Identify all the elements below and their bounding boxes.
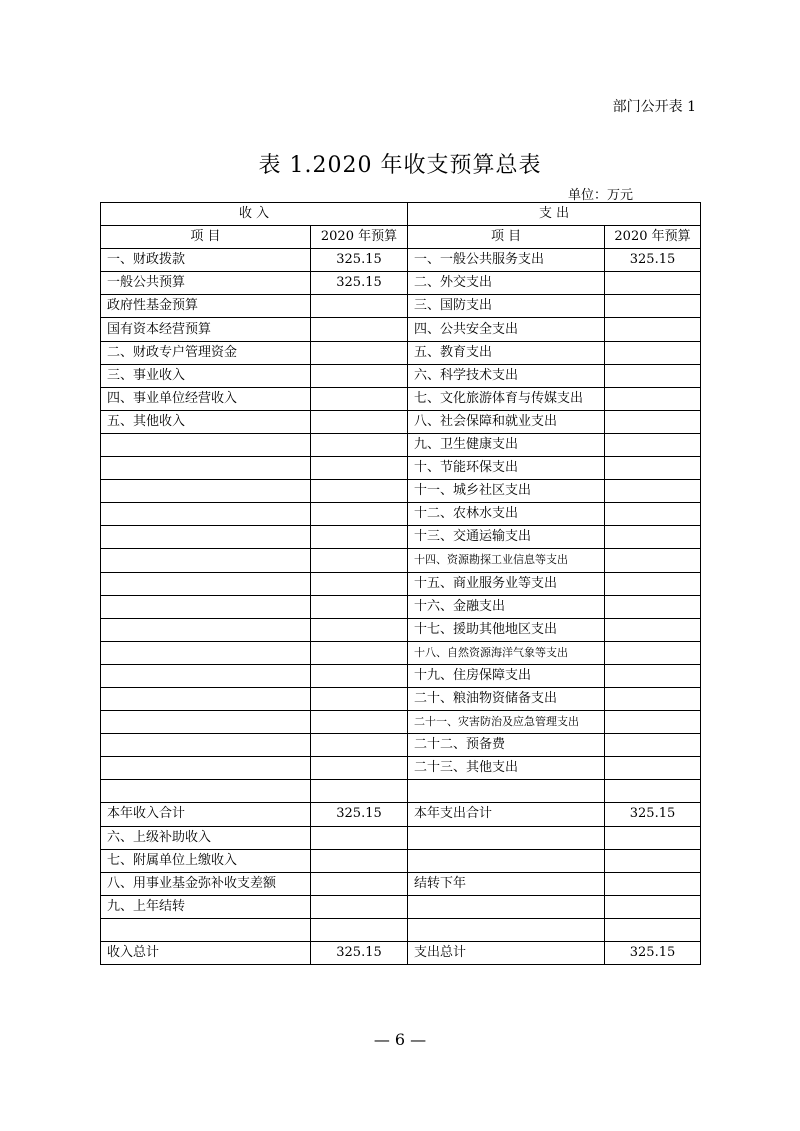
table-row — [101, 641, 701, 664]
income-amount-cell — [311, 664, 408, 687]
expense-amount-cell — [605, 364, 701, 387]
expense-item-cell: 二十一、灾害防治及应急管理支出 — [408, 711, 605, 734]
expense-amount-cell — [605, 872, 701, 895]
table-row — [101, 341, 701, 364]
expense-item-cell: 四、公共安全支出 — [408, 318, 605, 341]
table-row — [101, 664, 701, 687]
expense-item-cell: 结转下年 — [408, 872, 605, 895]
table-row — [101, 364, 701, 387]
income-amount-cell — [311, 341, 408, 364]
income-amount-cell — [311, 872, 408, 895]
income-amount-cell: 325.15 — [311, 803, 408, 826]
income-amount-cell — [311, 734, 408, 757]
table-row — [101, 249, 701, 272]
income-item-cell — [101, 433, 311, 456]
expense-item-cell: 二、外交支出 — [408, 272, 605, 295]
income-item-cell: 八、用事业基金弥补收支差额 — [101, 872, 311, 895]
expense-item-cell: 二十二、预备费 — [408, 734, 605, 757]
income-item-cell — [101, 664, 311, 687]
income-item-cell — [101, 687, 311, 710]
income-item-cell: 七、附属单位上缴收入 — [101, 849, 311, 872]
income-item-cell: 政府性基金预算 — [101, 295, 311, 318]
expense-amount-cell — [605, 757, 701, 780]
expense-item-cell: 二十三、其他支出 — [408, 757, 605, 780]
expense-amount-cell — [605, 480, 701, 503]
page-number: — 6 — — [373, 1030, 427, 1049]
expense-amount-cell — [605, 895, 701, 918]
table-row — [101, 526, 701, 549]
expense-amount-cell — [605, 549, 701, 572]
expense-amount-header: 2020 年预算 — [605, 226, 701, 249]
income-item-cell — [101, 503, 311, 526]
expense-section-header: 支 出 — [408, 203, 701, 226]
income-amount-cell — [311, 410, 408, 433]
income-item-cell: 二、财政专户管理资金 — [101, 341, 311, 364]
page-title: 表 1.2020 年收支预算总表 — [258, 153, 542, 178]
expense-amount-cell — [605, 526, 701, 549]
table-row — [101, 803, 701, 826]
expense-item-cell: 十、节能环保支出 — [408, 457, 605, 480]
column-header-row — [101, 226, 701, 249]
expense-amount-cell — [605, 734, 701, 757]
income-item-cell — [101, 618, 311, 641]
table-row — [101, 895, 701, 918]
expense-item-header: 项 目 — [408, 226, 605, 249]
expense-item-cell: 一、一般公共服务支出 — [408, 249, 605, 272]
expense-item-cell: 五、教育支出 — [408, 341, 605, 364]
expense-item-cell — [408, 895, 605, 918]
table-row — [101, 872, 701, 895]
income-item-cell: 收入总计 — [101, 942, 311, 965]
expense-amount-cell — [605, 572, 701, 595]
expense-item-cell: 七、文化旅游体育与传媒支出 — [408, 387, 605, 410]
income-amount-cell — [311, 572, 408, 595]
income-item-cell: 五、其他收入 — [101, 410, 311, 433]
expense-item-cell — [408, 780, 605, 803]
expense-amount-cell — [605, 433, 701, 456]
expense-item-cell: 十一、城乡社区支出 — [408, 480, 605, 503]
expense-item-cell: 六、科学技术支出 — [408, 364, 605, 387]
income-amount-cell — [311, 503, 408, 526]
section-header-row — [101, 203, 701, 226]
income-amount-cell — [311, 595, 408, 618]
expense-item-cell: 十五、商业服务业等支出 — [408, 572, 605, 595]
expense-amount-cell — [605, 849, 701, 872]
table-row — [101, 272, 701, 295]
expense-item-cell: 十七、援助其他地区支出 — [408, 618, 605, 641]
expense-item-cell — [408, 826, 605, 849]
expense-amount-cell: 325.15 — [605, 942, 701, 965]
budget-table-body — [101, 203, 701, 965]
income-item-cell: 三、事业收入 — [101, 364, 311, 387]
expense-amount-cell — [605, 272, 701, 295]
expense-item-cell: 十六、金融支出 — [408, 595, 605, 618]
income-amount-cell: 325.15 — [311, 249, 408, 272]
expense-item-cell: 八、社会保障和就业支出 — [408, 410, 605, 433]
expense-item-cell — [408, 849, 605, 872]
income-amount-cell — [311, 433, 408, 456]
table-row — [101, 826, 701, 849]
expense-amount-cell: 325.15 — [605, 803, 701, 826]
expense-amount-cell — [605, 341, 701, 364]
income-amount-cell — [311, 849, 408, 872]
table-row — [101, 295, 701, 318]
income-amount-cell — [311, 526, 408, 549]
expense-amount-cell — [605, 780, 701, 803]
table-row — [101, 549, 701, 572]
income-amount-cell — [311, 711, 408, 734]
income-item-cell — [101, 595, 311, 618]
income-item-cell — [101, 918, 311, 941]
expense-amount-cell — [605, 711, 701, 734]
income-amount-cell — [311, 918, 408, 941]
unit-label: 单位：万元 — [568, 188, 634, 203]
income-item-header: 项 目 — [101, 226, 311, 249]
expense-amount-cell: 325.15 — [605, 249, 701, 272]
income-amount-cell — [311, 480, 408, 503]
expense-amount-cell — [605, 826, 701, 849]
income-item-cell — [101, 480, 311, 503]
table-row — [101, 849, 701, 872]
expense-item-cell: 十三、交通运输支出 — [408, 526, 605, 549]
income-item-cell — [101, 572, 311, 595]
income-item-cell — [101, 526, 311, 549]
expense-item-cell: 十二、农林水支出 — [408, 503, 605, 526]
table-row — [101, 503, 701, 526]
table-row — [101, 433, 701, 456]
expense-item-cell: 三、国防支出 — [408, 295, 605, 318]
expense-amount-cell — [605, 503, 701, 526]
income-amount-cell — [311, 641, 408, 664]
table-row — [101, 942, 701, 965]
table-row — [101, 572, 701, 595]
income-amount-cell — [311, 895, 408, 918]
expense-amount-cell — [605, 387, 701, 410]
income-amount-cell: 325.15 — [311, 272, 408, 295]
expense-item-cell — [408, 918, 605, 941]
expense-amount-cell — [605, 457, 701, 480]
budget-table — [100, 202, 701, 965]
income-amount-cell — [311, 826, 408, 849]
document-label: 部门公开表 1 — [612, 99, 696, 115]
expense-item-cell: 本年支出合计 — [408, 803, 605, 826]
expense-amount-cell — [605, 318, 701, 341]
table-row — [101, 918, 701, 941]
expense-item-cell: 十四、资源勘探工业信息等支出 — [408, 549, 605, 572]
table-row — [101, 757, 701, 780]
income-amount-cell — [311, 757, 408, 780]
expense-amount-cell — [605, 295, 701, 318]
income-item-cell: 一、财政拨款 — [101, 249, 311, 272]
table-row — [101, 595, 701, 618]
table-row — [101, 457, 701, 480]
income-amount-cell — [311, 457, 408, 480]
table-row — [101, 410, 701, 433]
expense-amount-cell — [605, 618, 701, 641]
expense-item-cell: 九、卫生健康支出 — [408, 433, 605, 456]
income-amount-cell: 325.15 — [311, 942, 408, 965]
expense-item-cell: 二十、粮油物资储备支出 — [408, 687, 605, 710]
income-amount-cell — [311, 687, 408, 710]
expense-amount-cell — [605, 595, 701, 618]
income-item-cell — [101, 780, 311, 803]
expense-amount-cell — [605, 687, 701, 710]
income-amount-cell — [311, 318, 408, 341]
income-section-header: 收 入 — [101, 203, 408, 226]
income-item-cell: 六、上级补助收入 — [101, 826, 311, 849]
income-item-cell — [101, 457, 311, 480]
income-amount-cell — [311, 295, 408, 318]
income-item-cell — [101, 734, 311, 757]
income-item-cell: 四、事业单位经营收入 — [101, 387, 311, 410]
income-item-cell: 国有资本经营预算 — [101, 318, 311, 341]
income-amount-header: 2020 年预算 — [311, 226, 408, 249]
expense-item-cell: 支出总计 — [408, 942, 605, 965]
expense-item-cell: 十八、自然资源海洋气象等支出 — [408, 641, 605, 664]
income-item-cell — [101, 757, 311, 780]
income-amount-cell — [311, 387, 408, 410]
table-row — [101, 687, 701, 710]
income-amount-cell — [311, 780, 408, 803]
income-item-cell — [101, 549, 311, 572]
income-item-cell: 本年收入合计 — [101, 803, 311, 826]
income-item-cell — [101, 641, 311, 664]
income-amount-cell — [311, 618, 408, 641]
table-row — [101, 734, 701, 757]
income-amount-cell — [311, 364, 408, 387]
income-amount-cell — [311, 549, 408, 572]
table-row — [101, 711, 701, 734]
income-item-cell — [101, 711, 311, 734]
table-row — [101, 780, 701, 803]
table-row — [101, 387, 701, 410]
table-row — [101, 618, 701, 641]
table-row — [101, 318, 701, 341]
expense-amount-cell — [605, 664, 701, 687]
expense-amount-cell — [605, 641, 701, 664]
income-item-cell: 九、上年结转 — [101, 895, 311, 918]
income-item-cell: 一般公共预算 — [101, 272, 311, 295]
expense-item-cell: 十九、住房保障支出 — [408, 664, 605, 687]
expense-amount-cell — [605, 918, 701, 941]
expense-amount-cell — [605, 410, 701, 433]
table-row — [101, 480, 701, 503]
